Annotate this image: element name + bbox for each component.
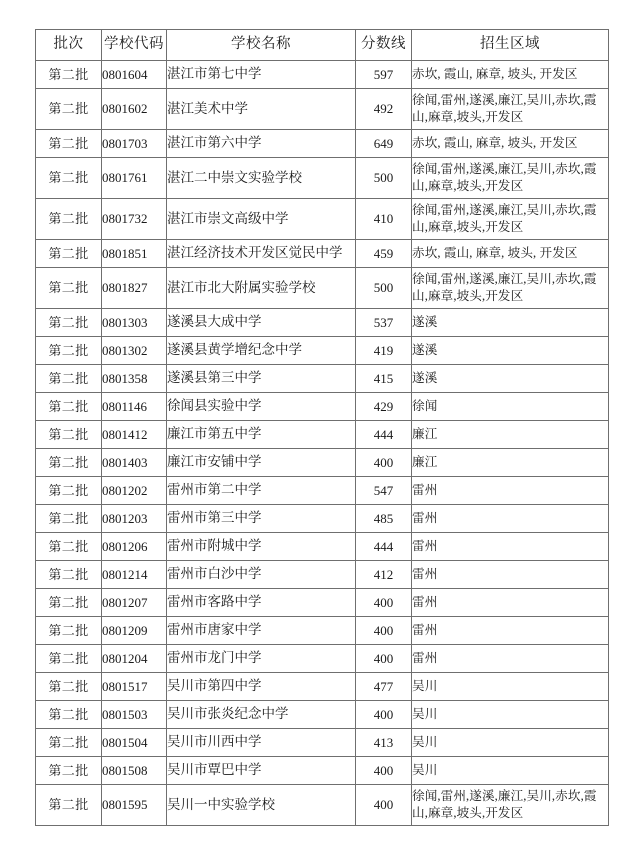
- table-row: [36, 393, 609, 421]
- cell-batch: 第二批: [36, 561, 102, 589]
- cell-enrollment-region: 徐闻: [412, 393, 609, 421]
- cell-batch: 第二批: [36, 449, 102, 477]
- cell-school-code: 0801202: [102, 477, 167, 505]
- cell-enrollment-region: 遂溪: [412, 337, 609, 365]
- cell-school-code: 0801209: [102, 617, 167, 645]
- cell-school-code: 0801302: [102, 337, 167, 365]
- table-row: [36, 673, 609, 701]
- cell-school-code: 0801207: [102, 589, 167, 617]
- cell-score-line: 477: [356, 673, 412, 701]
- cell-school-name: 吴川市覃巴中学: [167, 757, 356, 785]
- column-header-batch: 批次: [36, 30, 102, 61]
- cell-school-name: 雷州市唐家中学: [167, 617, 356, 645]
- cell-enrollment-region: 雷州: [412, 561, 609, 589]
- column-header-code: 学校代码: [102, 30, 167, 61]
- cell-score-line: 492: [356, 89, 412, 130]
- cell-school-name: 雷州市第二中学: [167, 477, 356, 505]
- cell-score-line: 500: [356, 268, 412, 309]
- table-body: [36, 61, 609, 826]
- cell-batch: 第二批: [36, 365, 102, 393]
- cell-enrollment-region: 遂溪: [412, 309, 609, 337]
- cell-school-name: 湛江二中崇文实验学校: [167, 158, 356, 199]
- table-row: [36, 365, 609, 393]
- cell-batch: 第二批: [36, 533, 102, 561]
- cell-batch: 第二批: [36, 589, 102, 617]
- admission-score-table: [35, 29, 609, 826]
- cell-enrollment-region: 吴川: [412, 701, 609, 729]
- cell-enrollment-region: 徐闻,雷州,遂溪,廉江,吴川,赤坎,霞山,麻章,坡头,开发区: [412, 785, 609, 826]
- cell-school-name: 湛江市第六中学: [167, 130, 356, 158]
- cell-school-name: 徐闻县实验中学: [167, 393, 356, 421]
- table-row: [36, 785, 609, 826]
- table-row: [36, 589, 609, 617]
- table-row: [36, 757, 609, 785]
- cell-score-line: 547: [356, 477, 412, 505]
- cell-score-line: 410: [356, 199, 412, 240]
- cell-batch: 第二批: [36, 89, 102, 130]
- table-row: [36, 561, 609, 589]
- cell-enrollment-region: 吴川: [412, 757, 609, 785]
- cell-batch: 第二批: [36, 757, 102, 785]
- cell-batch: 第二批: [36, 421, 102, 449]
- cell-school-code: 0801595: [102, 785, 167, 826]
- cell-school-name: 遂溪县第三中学: [167, 365, 356, 393]
- cell-enrollment-region: 徐闻,雷州,遂溪,廉江,吴川,赤坎,霞山,麻章,坡头,开发区: [412, 199, 609, 240]
- table-row: [36, 449, 609, 477]
- cell-school-code: 0801206: [102, 533, 167, 561]
- cell-batch: 第二批: [36, 240, 102, 268]
- cell-school-code: 0801732: [102, 199, 167, 240]
- cell-school-name: 吴川一中实验学校: [167, 785, 356, 826]
- cell-batch: 第二批: [36, 337, 102, 365]
- cell-enrollment-region: 雷州: [412, 617, 609, 645]
- column-header-name: 学校名称: [167, 30, 356, 61]
- cell-score-line: 500: [356, 158, 412, 199]
- cell-enrollment-region: 吴川: [412, 729, 609, 757]
- cell-enrollment-region: 徐闻,雷州,遂溪,廉江,吴川,赤坎,霞山,麻章,坡头,开发区: [412, 158, 609, 199]
- cell-score-line: 400: [356, 449, 412, 477]
- table-header: [36, 30, 609, 61]
- cell-batch: 第二批: [36, 477, 102, 505]
- cell-score-line: 400: [356, 785, 412, 826]
- cell-batch: 第二批: [36, 158, 102, 199]
- cell-school-code: 0801204: [102, 645, 167, 673]
- cell-batch: 第二批: [36, 645, 102, 673]
- cell-score-line: 485: [356, 505, 412, 533]
- table-row: [36, 309, 609, 337]
- cell-school-code: 0801303: [102, 309, 167, 337]
- table-row: [36, 533, 609, 561]
- table-row: [36, 268, 609, 309]
- table-row: [36, 61, 609, 89]
- cell-batch: 第二批: [36, 701, 102, 729]
- cell-score-line: 400: [356, 617, 412, 645]
- cell-batch: 第二批: [36, 199, 102, 240]
- cell-school-code: 0801604: [102, 61, 167, 89]
- cell-school-name: 廉江市第五中学: [167, 421, 356, 449]
- table-row: [36, 130, 609, 158]
- cell-score-line: 444: [356, 421, 412, 449]
- cell-score-line: 400: [356, 701, 412, 729]
- cell-batch: 第二批: [36, 785, 102, 826]
- cell-score-line: 415: [356, 365, 412, 393]
- cell-enrollment-region: 赤坎, 霞山, 麻章, 坡头, 开发区: [412, 240, 609, 268]
- score-table-container: [35, 29, 608, 826]
- cell-enrollment-region: 赤坎, 霞山, 麻章, 坡头, 开发区: [412, 61, 609, 89]
- table-row: [36, 729, 609, 757]
- cell-batch: 第二批: [36, 130, 102, 158]
- cell-school-name: 吴川市张炎纪念中学: [167, 701, 356, 729]
- table-header-row: [36, 30, 609, 61]
- cell-enrollment-region: 廉江: [412, 421, 609, 449]
- cell-school-name: 雷州市白沙中学: [167, 561, 356, 589]
- cell-school-name: 湛江美术中学: [167, 89, 356, 130]
- cell-school-name: 雷州市客路中学: [167, 589, 356, 617]
- cell-enrollment-region: 廉江: [412, 449, 609, 477]
- cell-school-code: 0801358: [102, 365, 167, 393]
- cell-score-line: 413: [356, 729, 412, 757]
- cell-school-code: 0801403: [102, 449, 167, 477]
- cell-school-code: 0801703: [102, 130, 167, 158]
- cell-school-name: 吴川市第四中学: [167, 673, 356, 701]
- cell-batch: 第二批: [36, 617, 102, 645]
- cell-enrollment-region: 赤坎, 霞山, 麻章, 坡头, 开发区: [412, 130, 609, 158]
- cell-batch: 第二批: [36, 729, 102, 757]
- cell-enrollment-region: 吴川: [412, 673, 609, 701]
- cell-score-line: 597: [356, 61, 412, 89]
- table-row: [36, 505, 609, 533]
- cell-school-code: 0801508: [102, 757, 167, 785]
- cell-enrollment-region: 雷州: [412, 505, 609, 533]
- column-header-score: 分数线: [356, 30, 412, 61]
- cell-school-name: 廉江市安铺中学: [167, 449, 356, 477]
- table-row: [36, 421, 609, 449]
- table-row: [36, 701, 609, 729]
- cell-batch: 第二批: [36, 61, 102, 89]
- cell-school-name: 雷州市第三中学: [167, 505, 356, 533]
- cell-enrollment-region: 雷州: [412, 533, 609, 561]
- cell-score-line: 459: [356, 240, 412, 268]
- cell-batch: 第二批: [36, 268, 102, 309]
- cell-school-code: 0801412: [102, 421, 167, 449]
- cell-batch: 第二批: [36, 309, 102, 337]
- cell-school-code: 0801214: [102, 561, 167, 589]
- cell-enrollment-region: 雷州: [412, 645, 609, 673]
- table-row: [36, 240, 609, 268]
- table-row: [36, 199, 609, 240]
- cell-school-name: 遂溪县黄学增纪念中学: [167, 337, 356, 365]
- cell-school-code: 0801503: [102, 701, 167, 729]
- cell-school-name: 遂溪县大成中学: [167, 309, 356, 337]
- cell-school-code: 0801851: [102, 240, 167, 268]
- table-row: [36, 337, 609, 365]
- cell-score-line: 649: [356, 130, 412, 158]
- table-row: [36, 89, 609, 130]
- cell-school-name: 湛江市第七中学: [167, 61, 356, 89]
- cell-score-line: 400: [356, 645, 412, 673]
- cell-enrollment-region: 徐闻,雷州,遂溪,廉江,吴川,赤坎,霞山,麻章,坡头,开发区: [412, 268, 609, 309]
- cell-batch: 第二批: [36, 673, 102, 701]
- table-row: [36, 645, 609, 673]
- column-header-region: 招生区域: [412, 30, 609, 61]
- cell-enrollment-region: 雷州: [412, 477, 609, 505]
- cell-enrollment-region: 雷州: [412, 589, 609, 617]
- cell-school-name: 吴川市川西中学: [167, 729, 356, 757]
- cell-score-line: 537: [356, 309, 412, 337]
- cell-score-line: 412: [356, 561, 412, 589]
- cell-score-line: 444: [356, 533, 412, 561]
- cell-batch: 第二批: [36, 393, 102, 421]
- cell-enrollment-region: 徐闻,雷州,遂溪,廉江,吴川,赤坎,霞山,麻章,坡头,开发区: [412, 89, 609, 130]
- table-row: [36, 477, 609, 505]
- cell-score-line: 400: [356, 757, 412, 785]
- cell-school-code: 0801203: [102, 505, 167, 533]
- cell-score-line: 400: [356, 589, 412, 617]
- cell-score-line: 419: [356, 337, 412, 365]
- cell-school-code: 0801761: [102, 158, 167, 199]
- cell-school-name: 雷州市龙门中学: [167, 645, 356, 673]
- cell-school-code: 0801504: [102, 729, 167, 757]
- table-row: [36, 617, 609, 645]
- cell-school-code: 0801602: [102, 89, 167, 130]
- cell-school-code: 0801827: [102, 268, 167, 309]
- cell-score-line: 429: [356, 393, 412, 421]
- cell-school-name: 湛江经济技术开发区觉民中学: [167, 240, 356, 268]
- cell-school-name: 湛江市北大附属实验学校: [167, 268, 356, 309]
- cell-school-name: 雷州市附城中学: [167, 533, 356, 561]
- cell-school-code: 0801146: [102, 393, 167, 421]
- cell-batch: 第二批: [36, 505, 102, 533]
- cell-school-name: 湛江市崇文高级中学: [167, 199, 356, 240]
- table-row: [36, 158, 609, 199]
- cell-enrollment-region: 遂溪: [412, 365, 609, 393]
- cell-school-code: 0801517: [102, 673, 167, 701]
